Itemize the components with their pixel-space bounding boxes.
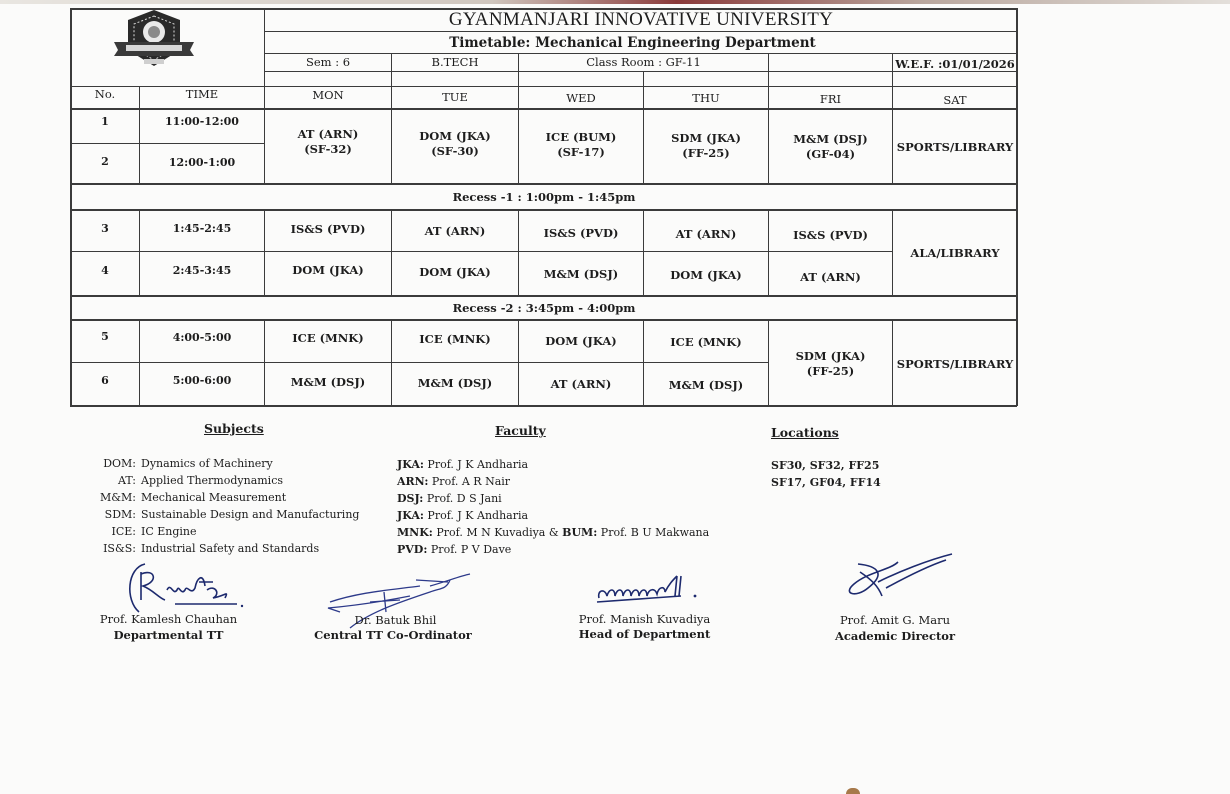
- slot-time: 12:00-1:00: [168, 155, 236, 169]
- class-cell-tue: DOM (JKA): [419, 264, 491, 279]
- col-header-fri: FRI: [819, 92, 842, 106]
- class-cell-fri: [769, 117, 892, 177]
- legend-name: Prof. J K Andharia: [427, 509, 529, 522]
- divider: [70, 251, 892, 252]
- legend-name: Dynamics of Machinery: [141, 457, 273, 470]
- recess-2-banner: Recess -2 : 3:45pm - 4:00pm: [452, 300, 636, 315]
- class-cell-wed: [519, 115, 643, 175]
- legend-code: JKA:: [397, 458, 424, 471]
- legend-name: Prof. J K Andharia: [427, 458, 529, 471]
- class-cell-sat: ALA/LIBRARY: [910, 245, 1000, 260]
- subject-code: M&M (DSJ): [793, 132, 868, 146]
- slot-time: 5:00-6:00: [172, 373, 232, 387]
- slot-time: 2:45-3:45: [172, 263, 232, 277]
- class-cell-sat: SPORTS/LIBRARY: [896, 139, 1014, 154]
- table-border-bottom: [70, 405, 1017, 407]
- paper-stain: [846, 788, 860, 794]
- room-code: (GF-04): [805, 147, 856, 161]
- class-cell-wed: IS&S (PVD): [543, 225, 619, 240]
- legend-name: Prof. B U Makwana: [600, 526, 710, 539]
- signatory-name: Prof. Amit G. Maru: [839, 613, 951, 627]
- locations-heading: Locations: [771, 425, 839, 440]
- class-cell-fri: [769, 334, 892, 394]
- divider: [70, 143, 265, 144]
- legend-code: DSJ:: [397, 492, 424, 505]
- class-cell-thu: ICE (MNK): [670, 334, 742, 349]
- slot-no: 5: [101, 329, 109, 343]
- slot-time: 4:00-5:00: [172, 330, 232, 344]
- legend-code: PVD:: [397, 543, 428, 556]
- subject-code: DOM (JKA): [419, 129, 491, 143]
- class-cell-tue: ICE (MNK): [419, 331, 491, 346]
- room-code: (FF-25): [806, 364, 855, 378]
- legend-name: Sustainable Design and Manufacturing: [141, 508, 360, 521]
- class-cell-tue: [392, 114, 518, 174]
- signatory-name: Prof. Kamlesh Chauhan: [99, 612, 238, 626]
- program-label: B.TECH: [431, 54, 479, 69]
- legend-code: M&M:: [99, 491, 136, 504]
- legend-name: Prof. P V Dave: [430, 543, 512, 556]
- room-code: (SF-32): [304, 142, 352, 156]
- subject-code: SDM (JKA): [671, 131, 741, 145]
- legend-name: Prof. M N Kuvadiya &: [436, 526, 563, 539]
- class-cell-fri: IS&S (PVD): [793, 227, 868, 242]
- legend-name: Mechanical Measurement: [141, 491, 287, 504]
- locations-line: SF30, SF32, FF25: [771, 459, 880, 472]
- divider: [70, 362, 769, 363]
- class-cell-mon: M&M (DSJ): [290, 374, 366, 389]
- signature-manish-kuvadiya: [593, 568, 703, 608]
- signatory-name: Dr. Batuk Bhil: [354, 613, 437, 627]
- slot-no: 1: [101, 114, 109, 128]
- slot-no: 6: [101, 373, 109, 387]
- divider: [70, 209, 1017, 211]
- locations-line: SF17, GF04, FF14: [771, 476, 881, 489]
- faculty-heading: Faculty: [495, 423, 546, 438]
- signatory-role: Central TT Co-Ordinator: [314, 628, 472, 642]
- recess-1-banner: Recess -1 : 1:00pm - 1:45pm: [452, 189, 636, 204]
- signatory-role: Academic Director: [834, 629, 956, 643]
- wef-date: W.E.F. :01/01/2026: [895, 56, 1015, 71]
- legend-code: JKA:: [397, 509, 424, 522]
- class-cell-wed: M&M (DSJ): [543, 266, 619, 281]
- legend-code: IS&S:: [103, 542, 136, 555]
- slot-time: 1:45-2:45: [172, 221, 232, 235]
- divider: [70, 108, 1017, 110]
- subject-code: ICE (BUM): [545, 130, 617, 144]
- class-cell-mon: DOM (JKA): [292, 262, 364, 277]
- subject-code: SDM (JKA): [795, 349, 866, 363]
- signatory-name: Prof. Manish Kuvadiya: [578, 612, 711, 626]
- legend-code: MNK:: [397, 526, 433, 539]
- room-code: (SF-17): [557, 145, 605, 159]
- legend-code: ICE:: [111, 525, 136, 538]
- legend-name: IC Engine: [141, 525, 197, 538]
- col-header-thu: THU: [692, 91, 720, 105]
- timetable-title: Timetable: Mechanical Engineering Department: [449, 34, 816, 51]
- signature-kamlesh-chauhan: [125, 560, 245, 615]
- class-cell-thu: AT (ARN): [675, 226, 737, 241]
- university-name: GYANMANJARI INNOVATIVE UNIVERSITY: [448, 9, 834, 30]
- class-cell-tue: AT (ARN): [424, 223, 486, 238]
- slot-no: 2: [101, 154, 109, 168]
- legend-code: DOM:: [103, 457, 136, 470]
- col-header-tue: TUE: [442, 90, 468, 104]
- legend-code: ARN:: [397, 475, 429, 488]
- slot-no: 3: [101, 221, 109, 235]
- class-cell-fri: AT (ARN): [800, 269, 861, 284]
- col-header-no: No.: [94, 86, 116, 101]
- legend-code: AT:: [118, 474, 136, 487]
- legend-code: BUM:: [562, 526, 598, 539]
- subjects-heading: Subjects: [204, 421, 264, 436]
- signatory-role: Head of Department: [578, 627, 711, 641]
- legend-name: Applied Thermodynamics: [141, 474, 284, 487]
- room-code: (FF-25): [682, 146, 730, 160]
- class-cell-tue: M&M (DSJ): [417, 375, 493, 390]
- class-cell-mon: IS&S (PVD): [290, 221, 366, 236]
- classroom-label: Class Room : GF-11: [586, 54, 701, 69]
- col-header-wed: WED: [566, 91, 596, 105]
- legend-code: SDM:: [104, 508, 136, 521]
- legend-name: Prof. A R Nair: [431, 475, 511, 488]
- room-code: (SF-30): [431, 144, 479, 158]
- col-header-time: TIME: [185, 86, 219, 101]
- signature-amit-maru: [838, 552, 958, 602]
- legend-name: Industrial Safety and Standards: [141, 542, 320, 555]
- slot-no: 4: [101, 263, 109, 277]
- class-cell-thu: [644, 116, 768, 176]
- subject-code: AT (ARN): [297, 127, 359, 141]
- col-header-sat: SAT: [943, 93, 967, 107]
- class-cell-thu: DOM (JKA): [670, 267, 742, 282]
- class-cell-mon: ICE (MNK): [292, 330, 364, 345]
- class-cell-wed: DOM (JKA): [545, 333, 617, 348]
- university-crest-icon: [110, 8, 198, 70]
- page-top-edge: [0, 0, 1230, 4]
- class-cell-sat: SPORTS/LIBRARY: [896, 356, 1014, 371]
- semester-label: Sem : 6: [305, 54, 351, 69]
- legend-name: Prof. D S Jani: [426, 492, 502, 505]
- slot-time: 11:00-12:00: [165, 114, 239, 128]
- class-cell-mon: [265, 112, 391, 172]
- class-cell-thu: M&M (DSJ): [668, 377, 744, 392]
- col-header-mon: MON: [312, 88, 344, 102]
- signatory-role: Departmental TT: [113, 628, 224, 642]
- class-cell-wed: AT (ARN): [550, 376, 612, 391]
- divider: [70, 319, 1017, 321]
